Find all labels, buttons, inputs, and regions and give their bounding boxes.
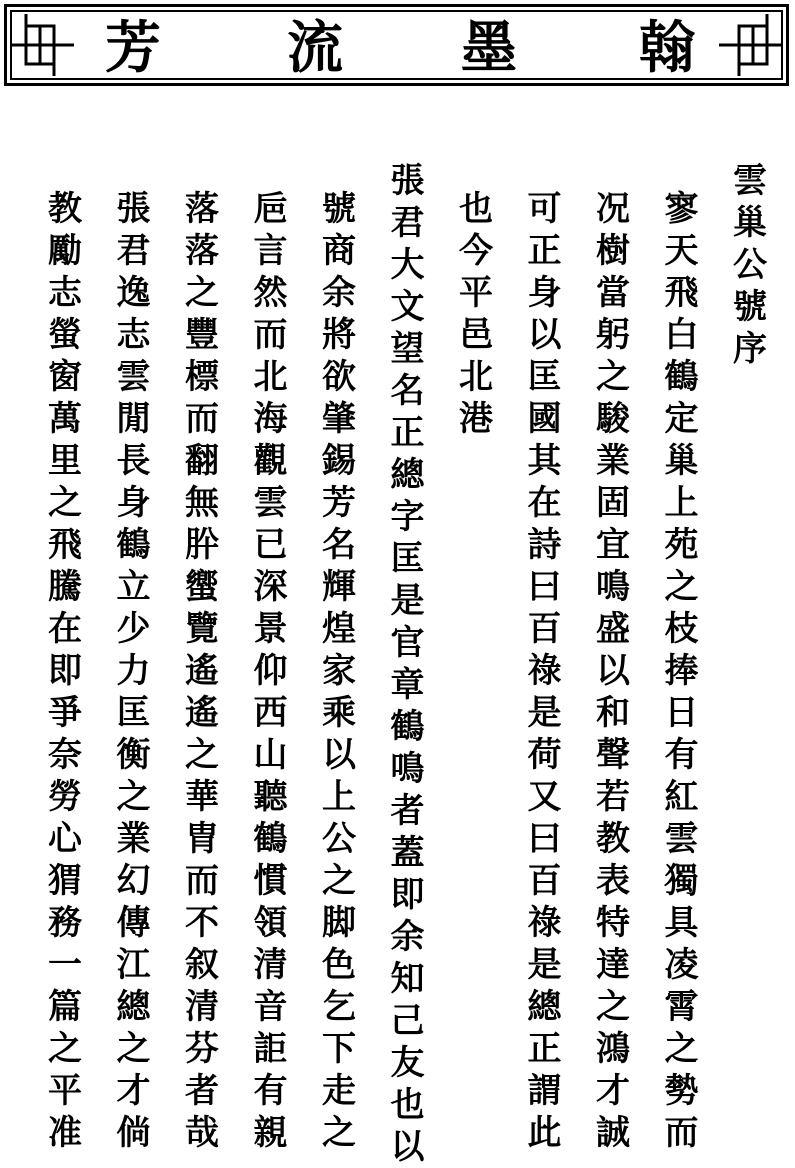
text-glyph: 也 (390, 1085, 425, 1125)
text-glyph: 上 (664, 483, 699, 523)
text-column (180, 188, 224, 1154)
text-column (112, 188, 156, 1154)
text-glyph: 固 (596, 483, 630, 523)
text-glyph: 正 (527, 231, 562, 271)
text-glyph: 騰 (48, 567, 82, 607)
text-glyph: 蠁 (185, 567, 219, 607)
text-glyph: 海 (253, 399, 288, 439)
text-glyph: 才 (116, 1071, 151, 1111)
text-glyph: 知 (390, 959, 425, 999)
text-glyph: 此 (527, 1113, 562, 1153)
text-glyph: 身 (527, 273, 562, 313)
text-glyph: 名 (322, 525, 356, 565)
text-glyph: 務 (48, 903, 82, 943)
text-glyph: 之 (664, 567, 699, 607)
text-glyph: 勞 (48, 777, 82, 817)
text-glyph: 之 (116, 777, 151, 817)
text-glyph: 音 (253, 987, 288, 1027)
text-glyph: 哉 (185, 1113, 219, 1153)
text-glyph: 巢 (664, 441, 699, 481)
text-glyph: 總 (527, 987, 562, 1027)
text-glyph: 况 (596, 189, 630, 229)
text-glyph: 當 (596, 273, 630, 313)
text-glyph: 大 (390, 245, 425, 285)
text-column (660, 188, 704, 1154)
text-glyph: 和 (596, 693, 630, 733)
text-glyph: 具 (664, 903, 699, 943)
text-glyph: 立 (116, 567, 151, 607)
header-banner (4, 4, 789, 86)
text-glyph: 落 (185, 189, 219, 229)
text-glyph: 才 (596, 1071, 630, 1111)
right-fret-ornament-icon (719, 14, 782, 76)
text-glyph: 詩 (527, 525, 562, 565)
text-glyph: 上 (322, 777, 356, 817)
text-glyph: 之 (48, 483, 82, 523)
text-glyph: 鳴 (596, 567, 630, 607)
text-glyph: 飛 (664, 273, 699, 313)
text-glyph: 錫 (322, 441, 356, 481)
text-glyph: 紅 (664, 777, 699, 817)
text-glyph: 在 (48, 609, 82, 649)
text-glyph: 祿 (527, 651, 562, 691)
text-glyph: 乞 (322, 987, 356, 1027)
text-glyph: 北 (459, 357, 493, 397)
text-column (317, 188, 361, 1154)
text-glyph: 己 (390, 1001, 425, 1041)
text-glyph: 衡 (116, 735, 151, 775)
text-glyph: 序 (733, 329, 767, 369)
text-glyph: 領 (253, 903, 288, 943)
text-glyph: 鶴 (116, 525, 151, 565)
text-glyph: 詎 (253, 1029, 288, 1069)
text-glyph: 仰 (253, 651, 288, 691)
text-glyph: 下 (322, 1029, 356, 1069)
text-glyph: 鶴 (664, 357, 699, 397)
text-glyph: 然 (253, 273, 288, 313)
text-glyph: 百 (527, 609, 562, 649)
text-glyph: 者 (390, 791, 425, 831)
text-glyph: 將 (322, 315, 356, 355)
text-glyph: 以 (322, 735, 356, 775)
text-glyph: 名 (390, 371, 425, 411)
text-glyph: 聽 (253, 777, 288, 817)
text-glyph: 江 (116, 945, 151, 985)
text-glyph: 覽 (185, 609, 219, 649)
text-glyph: 霄 (664, 987, 699, 1027)
text-glyph: 螢 (48, 315, 82, 355)
text-glyph: 無 (185, 483, 219, 523)
text-glyph: 日 (664, 693, 699, 733)
text-glyph: 不 (185, 903, 219, 943)
text-glyph: 篇 (48, 987, 82, 1027)
text-glyph: 躬 (596, 315, 630, 355)
text-glyph: 即 (48, 651, 82, 691)
text-glyph: 芬 (185, 1029, 219, 1069)
text-glyph: 乘 (322, 693, 356, 733)
text-glyph: 正 (527, 1029, 562, 1069)
text-glyph: 章 (390, 665, 425, 705)
text-glyph: 遙 (185, 651, 219, 691)
text-glyph: 白 (664, 315, 699, 355)
text-glyph: 叙 (185, 945, 219, 985)
text-glyph: 之 (664, 1029, 699, 1069)
text-glyph: 以 (390, 1127, 425, 1167)
text-glyph: 猬 (48, 861, 82, 901)
text-glyph: 者 (185, 1071, 219, 1111)
text-glyph: 總 (116, 987, 151, 1027)
text-glyph: 鶴 (253, 819, 288, 859)
text-glyph: 今 (459, 231, 493, 271)
text-glyph: 匡 (527, 357, 562, 397)
text-glyph: 胄 (185, 819, 219, 859)
text-glyph: 華 (185, 777, 219, 817)
text-glyph: 總 (390, 455, 425, 495)
banner-title-char-2: 墨 (461, 15, 517, 81)
text-glyph: 雲 (116, 357, 151, 397)
text-glyph: 雲 (733, 161, 767, 201)
text-glyph: 百 (527, 861, 562, 901)
text-glyph: 家 (322, 651, 356, 691)
text-glyph: 是 (390, 581, 425, 621)
text-glyph: 豐 (185, 315, 219, 355)
banner-title-char-1: 翰 (639, 15, 695, 81)
text-glyph: 煌 (322, 609, 356, 649)
text-glyph: 之 (322, 1113, 356, 1153)
text-glyph: 港 (459, 399, 493, 439)
text-glyph: 張 (390, 161, 425, 201)
text-column (728, 160, 772, 370)
text-glyph: 芳 (322, 483, 356, 523)
text-glyph: 已 (253, 525, 288, 565)
text-glyph: 遙 (185, 693, 219, 733)
text-glyph: 業 (116, 819, 151, 859)
text-glyph: 輝 (322, 567, 356, 607)
text-glyph: 北 (253, 357, 288, 397)
text-glyph: 曰 (527, 819, 562, 859)
text-glyph: 鶴 (390, 707, 425, 747)
text-glyph: 捧 (664, 651, 699, 691)
text-glyph: 荷 (527, 735, 562, 775)
text-glyph: 之 (596, 357, 630, 397)
text-glyph: 身 (116, 483, 151, 523)
text-glyph: 倘 (116, 1113, 151, 1153)
text-column (386, 160, 430, 1168)
text-glyph: 枝 (664, 609, 699, 649)
text-glyph: 親 (253, 1113, 288, 1153)
text-glyph: 苑 (664, 525, 699, 565)
text-column (249, 188, 293, 1154)
text-glyph: 欲 (322, 357, 356, 397)
text-glyph: 宜 (596, 525, 630, 565)
text-glyph: 少 (116, 609, 151, 649)
text-glyph: 君 (390, 203, 425, 243)
text-glyph: 走 (322, 1071, 356, 1111)
text-glyph: 有 (253, 1071, 288, 1111)
text-glyph: 逸 (116, 273, 151, 313)
text-glyph: 巵 (253, 189, 288, 229)
text-glyph: 平 (459, 273, 493, 313)
text-glyph: 爭 (48, 693, 82, 733)
text-glyph: 邑 (459, 315, 493, 355)
banner-title-char-3: 流 (287, 15, 343, 81)
text-glyph: 教 (596, 819, 630, 859)
text-glyph: 正 (390, 413, 425, 453)
text-glyph: 表 (596, 861, 630, 901)
text-glyph: 誠 (596, 1113, 630, 1153)
text-glyph: 聲 (596, 735, 630, 775)
text-glyph: 達 (596, 945, 630, 985)
text-glyph: 即 (390, 875, 425, 915)
text-glyph: 駿 (596, 399, 630, 439)
text-glyph: 清 (253, 945, 288, 985)
text-glyph: 志 (48, 273, 82, 313)
text-glyph: 心 (48, 819, 82, 859)
text-glyph: 是 (527, 693, 562, 733)
text-glyph: 雲 (253, 483, 288, 523)
text-glyph: 之 (185, 273, 219, 313)
text-glyph: 望 (390, 329, 425, 369)
text-glyph: 奈 (48, 735, 82, 775)
text-glyph: 張 (116, 189, 151, 229)
text-glyph: 鳴 (390, 749, 425, 789)
text-glyph: 西 (253, 693, 288, 733)
text-glyph: 樹 (596, 231, 630, 271)
text-glyph: 觀 (253, 441, 288, 481)
text-glyph: 若 (596, 777, 630, 817)
text-glyph: 脚 (322, 903, 356, 943)
text-glyph: 君 (116, 231, 151, 271)
text-glyph: 言 (253, 231, 288, 271)
text-glyph: 匡 (390, 539, 425, 579)
text-glyph: 長 (116, 441, 151, 481)
text-glyph: 國 (527, 399, 562, 439)
text-glyph: 巢 (733, 203, 767, 243)
text-glyph: 而 (185, 399, 219, 439)
text-glyph: 號 (733, 287, 767, 327)
text-glyph: 力 (116, 651, 151, 691)
text-glyph: 定 (664, 399, 699, 439)
text-glyph: 盛 (596, 609, 630, 649)
text-glyph: 雲 (664, 819, 699, 859)
text-glyph: 慣 (253, 861, 288, 901)
text-glyph: 祿 (527, 903, 562, 943)
text-glyph: 可 (527, 189, 562, 229)
text-glyph: 也 (459, 189, 493, 229)
text-glyph: 標 (185, 357, 219, 397)
text-column (43, 188, 87, 1154)
text-glyph: 寥 (664, 189, 699, 229)
text-glyph: 之 (322, 861, 356, 901)
text-glyph: 勵 (48, 231, 82, 271)
text-glyph: 凌 (664, 945, 699, 985)
text-glyph: 深 (253, 567, 288, 607)
text-glyph: 萬 (48, 399, 82, 439)
text-glyph: 公 (322, 819, 356, 859)
text-glyph: 而 (185, 861, 219, 901)
text-glyph: 准 (48, 1113, 82, 1153)
text-column (454, 188, 498, 440)
text-glyph: 肇 (322, 399, 356, 439)
text-glyph: 鴻 (596, 1029, 630, 1069)
text-glyph: 業 (596, 441, 630, 481)
text-glyph: 里 (48, 441, 82, 481)
text-glyph: 曰 (527, 567, 562, 607)
text-glyph: 之 (48, 1029, 82, 1069)
text-glyph: 色 (322, 945, 356, 985)
text-glyph: 號 (322, 189, 356, 229)
text-glyph: 天 (664, 231, 699, 271)
text-glyph: 又 (527, 777, 562, 817)
text-glyph: 窗 (48, 357, 82, 397)
text-glyph: 而 (253, 315, 288, 355)
text-glyph: 平 (48, 1071, 82, 1111)
text-glyph: 之 (116, 1029, 151, 1069)
text-glyph: 傳 (116, 903, 151, 943)
text-glyph: 景 (253, 609, 288, 649)
text-glyph: 教 (48, 189, 82, 229)
text-column (591, 188, 635, 1154)
left-fret-ornament-icon (11, 14, 74, 76)
text-glyph: 獨 (664, 861, 699, 901)
text-glyph: 在 (527, 483, 562, 523)
text-glyph: 余 (390, 917, 425, 957)
text-glyph: 商 (322, 231, 356, 271)
text-glyph: 清 (185, 987, 219, 1027)
text-glyph: 落 (185, 231, 219, 271)
text-glyph: 勢 (664, 1071, 699, 1111)
text-glyph: 有 (664, 735, 699, 775)
text-glyph: 閒 (116, 399, 151, 439)
text-glyph: 之 (596, 987, 630, 1027)
text-glyph: 幻 (116, 861, 151, 901)
text-glyph: 蓋 (390, 833, 425, 873)
text-glyph: 其 (527, 441, 562, 481)
text-glyph: 以 (596, 651, 630, 691)
text-glyph: 字 (390, 497, 425, 537)
text-glyph: 是 (527, 945, 562, 985)
text-glyph: 余 (322, 273, 356, 313)
text-glyph: 一 (48, 945, 82, 985)
text-glyph: 特 (596, 903, 630, 943)
text-glyph: 而 (664, 1113, 699, 1153)
text-column (523, 188, 567, 1154)
text-glyph: 以 (527, 315, 562, 355)
text-glyph: 友 (390, 1043, 425, 1083)
text-glyph: 志 (116, 315, 151, 355)
text-glyph: 公 (733, 245, 767, 285)
text-glyph: 官 (390, 623, 425, 663)
text-glyph: 肸 (185, 525, 219, 565)
text-glyph: 匡 (116, 693, 151, 733)
text-glyph: 文 (390, 287, 425, 327)
text-glyph: 之 (185, 735, 219, 775)
text-glyph: 謂 (527, 1071, 562, 1111)
banner-title-char-4: 芳 (105, 15, 161, 81)
text-glyph: 飛 (48, 525, 82, 565)
text-glyph: 翻 (185, 441, 219, 481)
text-glyph: 山 (253, 735, 288, 775)
